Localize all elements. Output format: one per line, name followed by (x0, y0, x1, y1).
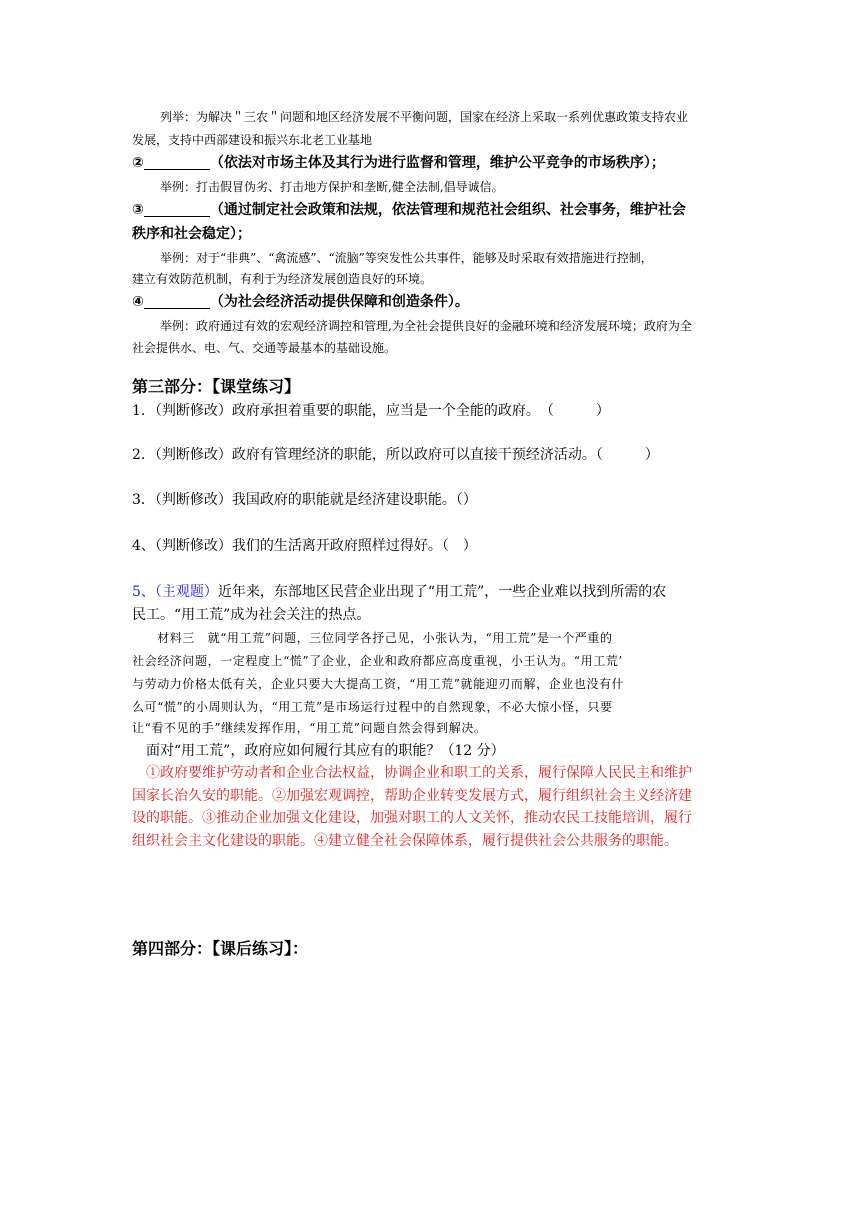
question-5-line2: 民工。“用工荒”成为社会关注的热点。 (132, 607, 371, 623)
item4-text: （为社会经济活动提供保障和创造条件）。 (209, 294, 469, 310)
example3-line2: 建立有效防范机制，有利于为经济发展创造良好的环境。 (132, 272, 433, 286)
example3-line1: 举例：对于“非典”、“禽流感”、“流脑”等突发性公共事件，能够及时采取有效措施进行控制， (160, 251, 653, 265)
answer-line2: 国家长治久安的职能。②加强宏观调控，帮助企业转变发展方式，履行组织社会主义经济建 (132, 788, 692, 804)
material-line2: 社会经济问题，一定程度上“慌”了企业，企业和政府都应高度重视，小王认为。“用工荒’ (132, 654, 623, 668)
question-3: 3．（判断修改）我国政府的职能就是经济建设职能。（） (132, 492, 477, 508)
material-line5: 让“看不见的手”继续发挥作用，“用工荒”问题自然会得到解决。 (132, 721, 487, 735)
example1-line1: 列举：为解决＂三农＂问题和地区经济发展不平衡问题，国家在经济上采取一系列优惠政策支持农业 (160, 110, 689, 124)
example1-line2: 发展，支持中西部建设和振兴东北老工业基地 (132, 133, 373, 147)
section3-heading: 第三部分：【课堂练习】 (132, 377, 301, 396)
item4-blank[interactable] (144, 295, 210, 309)
answer-line3: 设的职能。③推动企业加强文化建设，加强对职工的人文关怀，推动农民工技能培训，履行 (132, 810, 692, 826)
item2-blank[interactable] (144, 156, 210, 170)
question-1: 1．（判断修改）政府承担着重要的职能，应当是一个全能的政府。 （ ） (132, 403, 610, 419)
answer-line4: 组织社会主文化建设的职能。④建立健全社会保障体系，履行提供社会公共服务的职能。 (132, 833, 678, 849)
item3-text-line2: 秩序和社会稳定）； (132, 226, 251, 242)
example2: 举例：打击假冒伪劣、打击地方保护和垄断,健全法制,倡导诚信。 (160, 180, 504, 194)
question-5-line1: 近年来，东部地区民营企业出现了“用工荒”，一些企业难以找到所需的农 (217, 584, 667, 600)
item4-number: ④ (132, 294, 144, 310)
item4 (132, 295, 469, 309)
item3-number: ③ (132, 202, 144, 218)
material-line4: 么可“慌”的小周则认为，“用工荒”是市场运行过程中的自然现象，不必大惊小怪，只要 (132, 700, 613, 714)
question-5-label: 5、（主观题） (132, 584, 218, 600)
section4-heading: 第四部分：【课后练习】： (132, 939, 309, 958)
material-line3: 与劳动力价格太低有关，企业只要大大提高工资，“用工荒”就能迎刃而解，企业也没有什 (132, 677, 625, 691)
example4-line1: 举例：政府通过有效的宏观经济调控和管理,为全社会提供良好的金融环境和经济发展环境；政府为全 (160, 319, 692, 333)
question-5 (132, 585, 666, 599)
item2-text: （依法对市场主体及其行为进行监督和管理，维护公平竞争的市场秩序）； (209, 155, 665, 171)
material-line1: 材料三 就“用工荒”问题，三位同学各抒己见，小张认为，“用工荒”是一个严重的 (132, 631, 613, 645)
answer-line1: ①政府要维护劳动者和企业合法权益，协调企业和职工的关系，履行保障人民民主和维护 (132, 765, 692, 781)
item2 (132, 156, 665, 170)
item2-number: ② (132, 155, 144, 171)
question-5-prompt: 面对“用工荒”，政府应如何履行其应有的职能？（12 分） (132, 743, 505, 759)
question-2: 2．（判断修改）政府有管理经济的职能，所以政府可以直接干预经济活动。（ ） (132, 447, 659, 463)
item3-blank[interactable] (144, 203, 210, 217)
item3 (132, 203, 686, 217)
item3-text-line1: （通过制定社会政策和法规，依法管理和规范社会组织、社会事务，维护社会 (209, 202, 686, 218)
example4-line2: 社会提供水、电、气、交通等最基本的基础设施。 (132, 341, 397, 355)
question-4: 4、（判断修改）我们的生活离开政府照样过得好。（ ） (132, 538, 477, 554)
